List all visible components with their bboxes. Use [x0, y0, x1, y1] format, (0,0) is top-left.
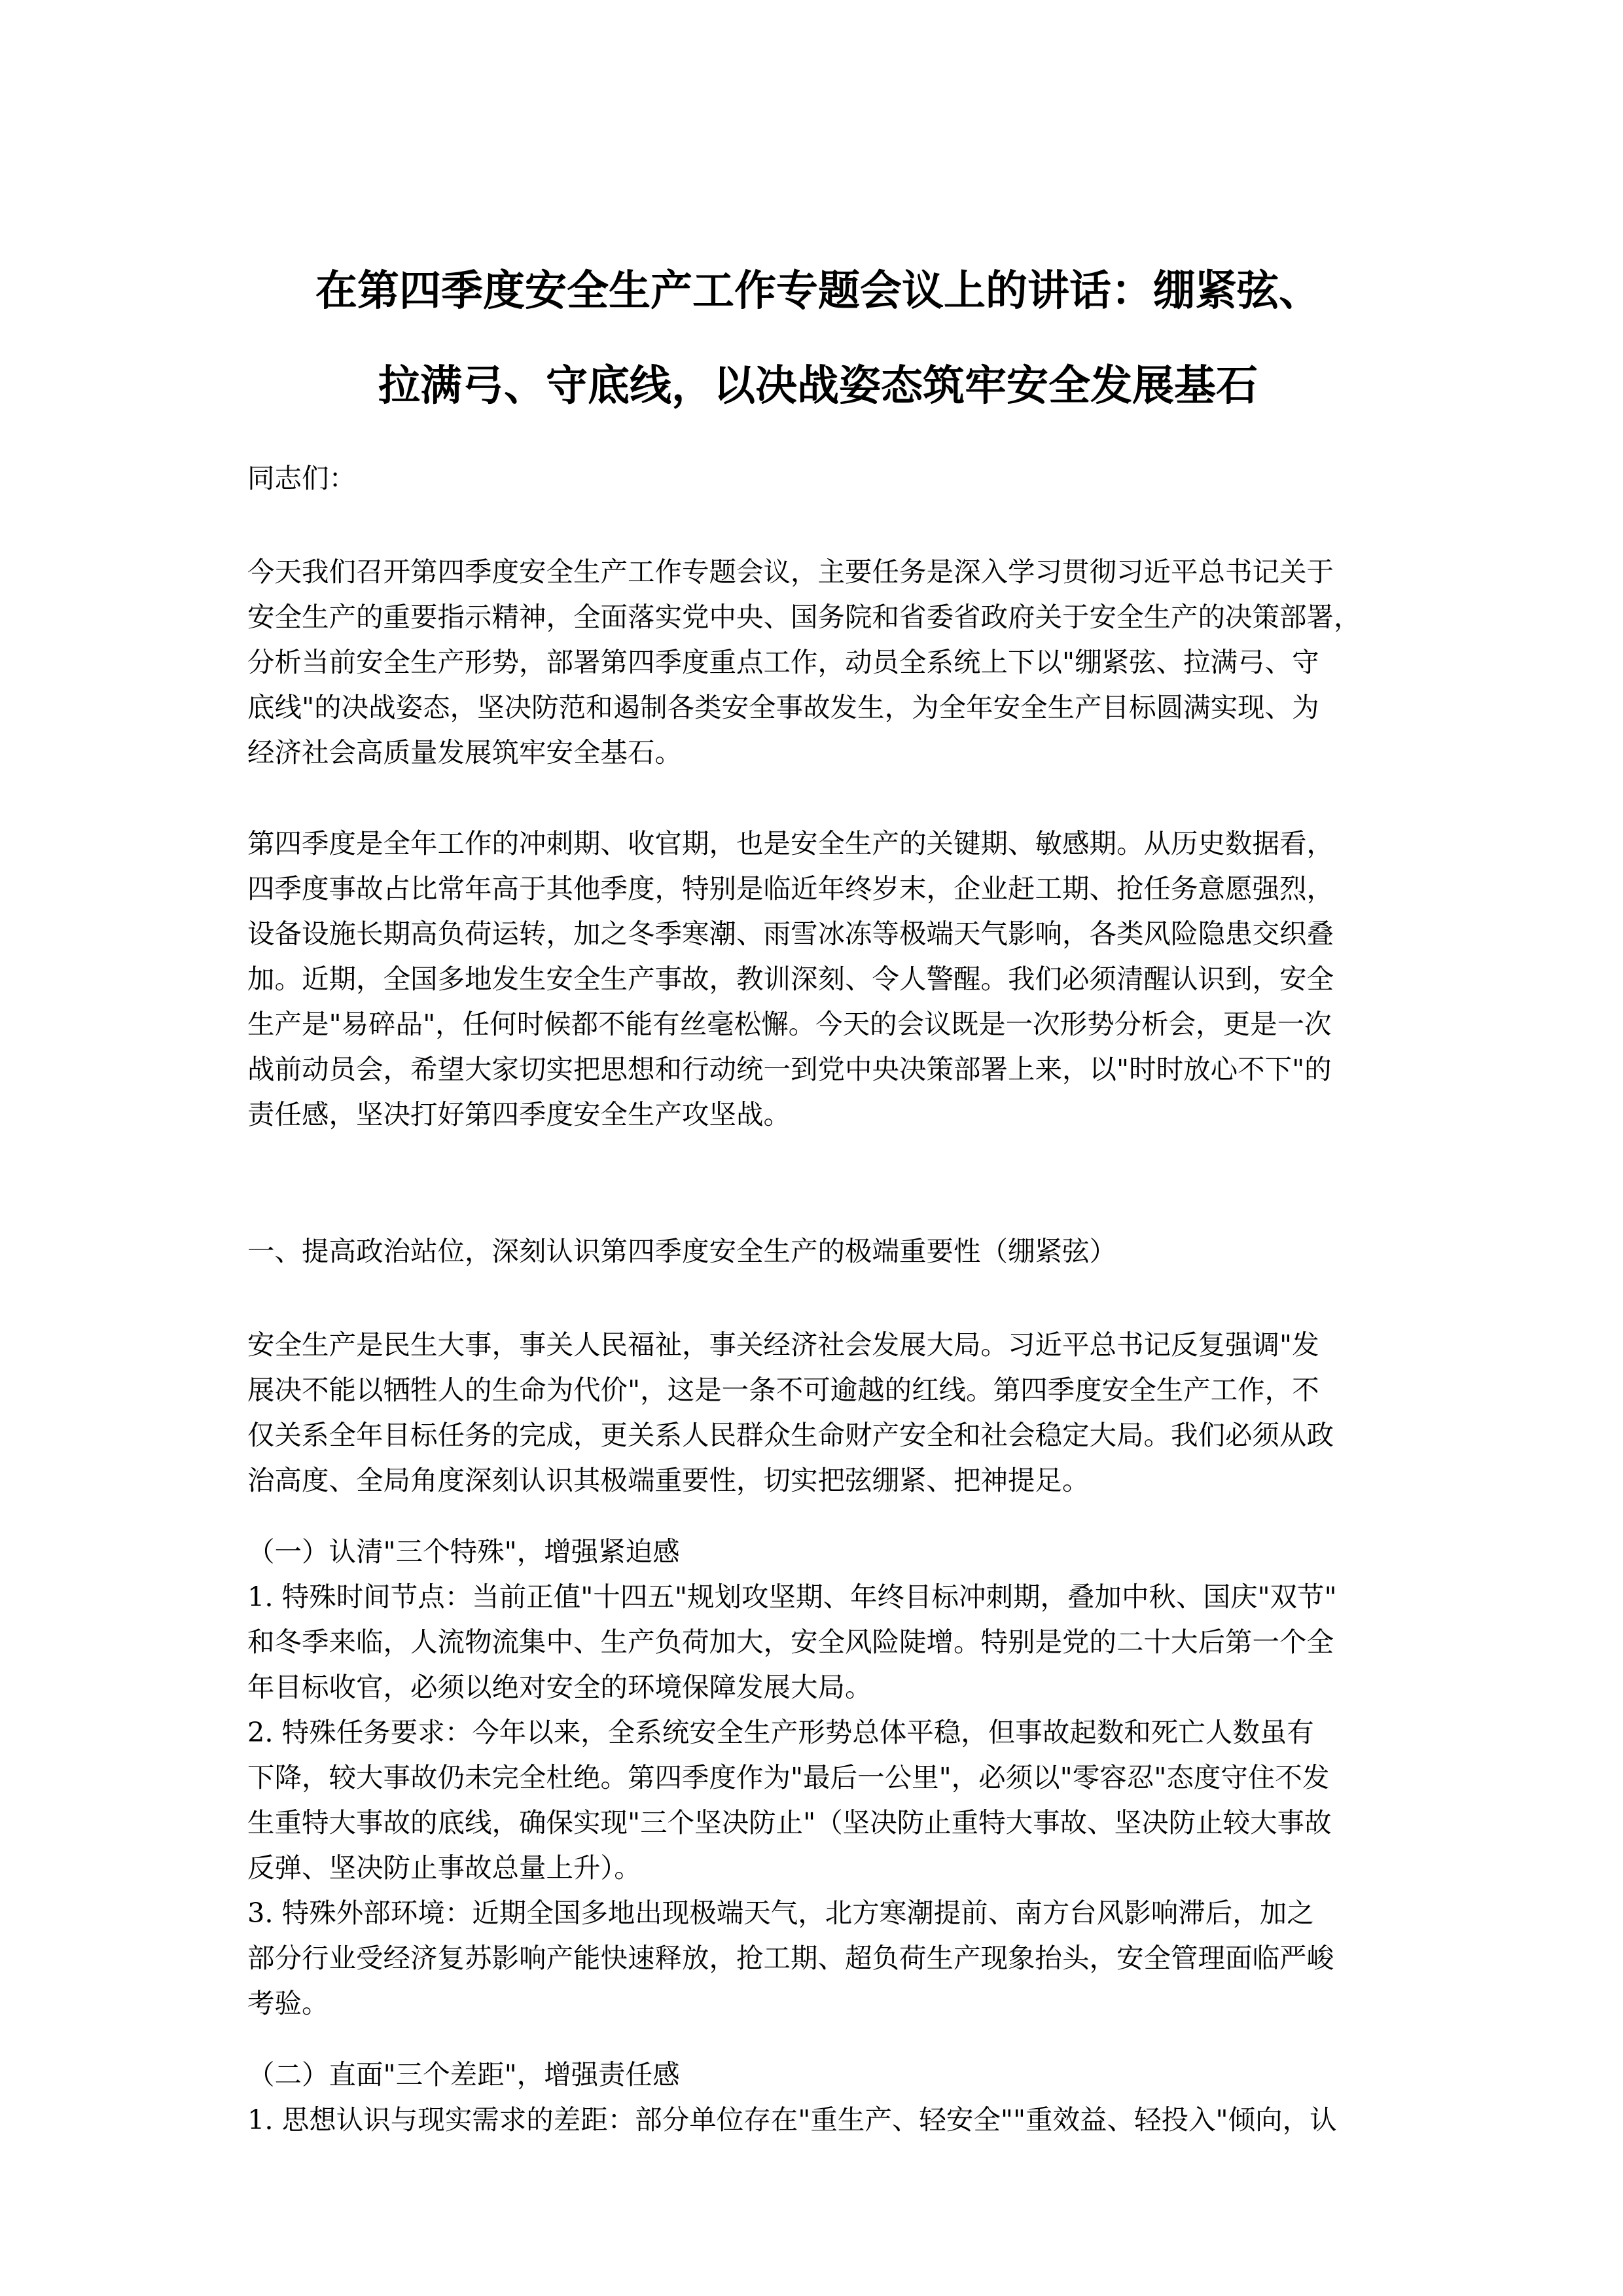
paragraph-line: 仅关系全年目标任务的完成，更关系人民群众生命财产安全和社会稳定大局。我们必须从政 [247, 1419, 1334, 1451]
subsection-1-item-3 [247, 1890, 1386, 2026]
item-line: 3. 特殊外部环境：近期全国多地出现极端天气，北方寒潮提前、南方台风影响滞后，加之 [247, 1897, 1314, 1929]
salutation: 同志们： [247, 462, 357, 494]
subsection-1-item-1 [247, 1574, 1386, 1710]
paragraph-line: 今天我们召开第四季度安全生产工作专题会议，主要任务是深入学习贯彻习近平总书记关于 [247, 556, 1334, 588]
subsection-1-item-2 [247, 1710, 1386, 1890]
subsection-2-heading: （二）直面"三个差距"，增强责任感 [247, 2058, 680, 2090]
paragraph-line: 生产是"易碎品"，任何时候都不能有丝毫松懈。今天的会议既是一次形势分析会，更是一次 [247, 1008, 1332, 1040]
paragraph-line: 四季度事故占比常年高于其他季度，特别是临近年终岁末，企业赶工期、抢任务意愿强烈， [247, 872, 1334, 905]
item-line: 下降，较大事故仍未完全杜绝。第四季度作为"最后一公里"，必须以"零容忍"态度守住不发 [247, 1761, 1330, 1793]
document-title [236, 243, 1400, 433]
subsection-2-item-1 [247, 2097, 1386, 2142]
subsection-1-heading: （一）认清"三个特殊"，增强紧迫感 [247, 1535, 680, 1568]
intro-paragraph-2 [247, 821, 1386, 1137]
paragraph-line: 治高度、全局角度深刻认识其极端重要性，切实把弦绷紧、把神提足。 [247, 1464, 1090, 1496]
paragraph-line: 经济社会高质量发展筑牢安全基石。 [247, 736, 683, 768]
item-line: 生重特大事故的底线，确保实现"三个坚决防止"（坚决防止重特大事故、坚决防止较大事故 [247, 1806, 1332, 1839]
title-line-2: 拉满弓、守底线，以决战姿态筑牢安全发展基石 [378, 361, 1258, 410]
section-1-paragraph [247, 1322, 1386, 1503]
title-line-1: 在第四季度安全生产工作专题会议上的讲话：绷紧弦、 [315, 266, 1321, 315]
item-line: 和冬季来临，人流物流集中、生产负荷加大，安全风险陡增。特别是党的二十大后第一个全 [247, 1626, 1334, 1658]
item-line: 部分行业受经济复苏影响产能快速释放，抢工期、超负荷生产现象抬头，安全管理面临严峻 [247, 1942, 1334, 1974]
paragraph-line: 责任感，坚决打好第四季度安全生产攻坚战。 [247, 1098, 791, 1130]
item-line: 2. 特殊任务要求：今年以来，全系统安全生产形势总体平稳，但事故起数和死亡人数虽有 [247, 1716, 1314, 1748]
paragraph-line: 加。近期，全国多地发生安全生产事故，教训深刻、令人警醒。我们必须清醒认识到，安全 [247, 963, 1334, 995]
paragraph-line: 安全生产是民生大事，事关人民福祉，事关经济社会发展大局。习近平总书记反复强调"发 [247, 1329, 1319, 1361]
paragraph-line: 分析当前安全生产形势，部署第四季度重点工作，动员全系统上下以"绷紧弦、拉满弓、守 [247, 646, 1319, 678]
item-line: 考验。 [247, 1987, 329, 2019]
item-line: 1. 特殊时间节点：当前正值"十四五"规划攻坚期、年终目标冲刺期，叠加中秋、国庆"双节" [247, 1581, 1337, 1613]
paragraph-line: 战前动员会，希望大家切实把思想和行动统一到党中央决策部署上来，以"时时放心不下"的 [247, 1053, 1332, 1085]
item-line: 1. 思想认识与现实需求的差距：部分单位存在"重生产、轻安全""重效益、轻投入"倾向，认 [247, 2104, 1337, 2136]
paragraph-line: 底线"的决战姿态，坚决防范和遏制各类安全事故发生，为全年安全生产目标圆满实现、为 [247, 691, 1319, 723]
item-line: 年目标收官，必须以绝对安全的环境保障发展大局。 [247, 1671, 872, 1703]
item-line: 反弹、坚决防止事故总量上升）。 [247, 1852, 641, 1884]
intro-paragraph-1 [247, 549, 1386, 775]
section-1-heading: 一、提高政治站位，深刻认识第四季度安全生产的极端重要性（绷紧弦） [247, 1235, 1117, 1267]
paragraph-line: 安全生产的重要指示精神，全面落实党中央、国务院和省委省政府关于安全生产的决策部署， [247, 601, 1361, 633]
document-body [247, 456, 1386, 2142]
paragraph-line: 第四季度是全年工作的冲刺期、收官期，也是安全生产的关键期、敏感期。从历史数据看， [247, 827, 1334, 859]
paragraph-line: 展决不能以牺牲人的生命为代价"，这是一条不可逾越的红线。第四季度安全生产工作，不 [247, 1374, 1319, 1406]
paragraph-line: 设备设施长期高负荷运转，加之冬季寒潮、雨雪冰冻等极端天气影响，各类风险隐患交织叠 [247, 918, 1334, 950]
